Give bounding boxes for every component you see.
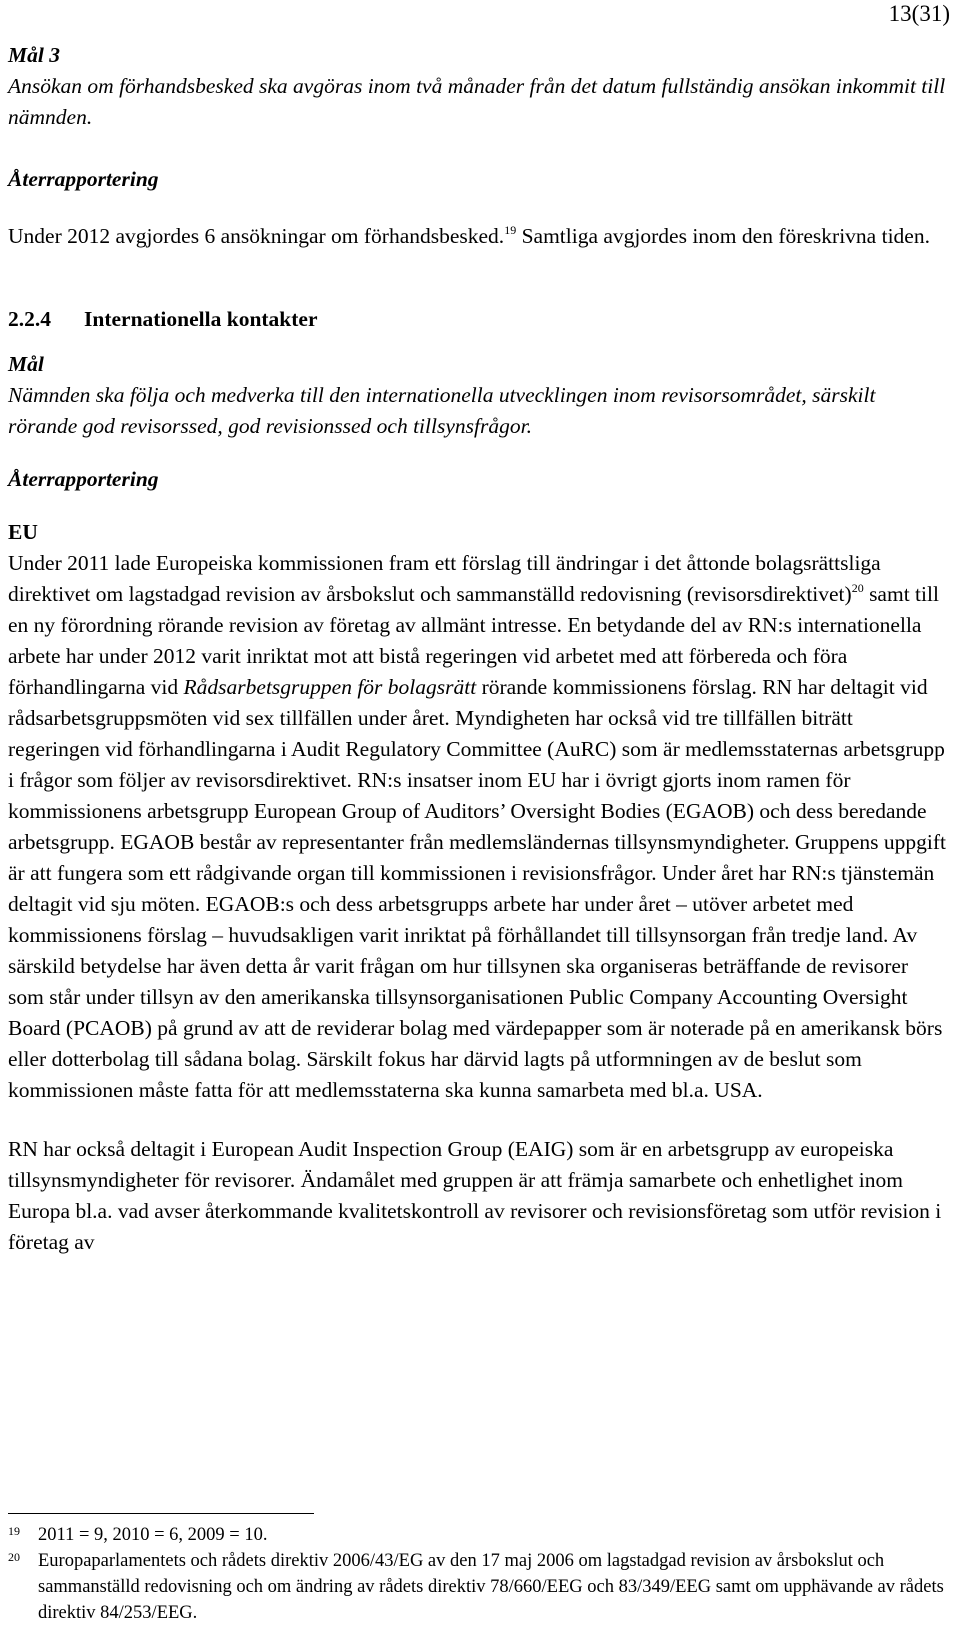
section-number: 2.2.4 — [8, 307, 51, 331]
footnote-number: 20 — [8, 1550, 20, 1564]
page-content — [8, 40, 948, 1258]
eu-p1-text-a: Under 2011 lade Europeiska kommissionen fram ett förslag till ändringar i det åttonde bolagsrättsliga direktivet om lagstadgad revision av årsbokslut och sammanställd redovisning (revisorsdirektivet) — [8, 551, 881, 606]
page-number: 13(31) — [888, 1, 950, 26]
footnote-separator — [8, 1513, 314, 1514]
section-goal-heading: Mål — [8, 352, 44, 376]
goal3-report-text-b: Samtliga avgjordes inom den föreskrivna tiden. — [516, 224, 930, 248]
footnote-text: 2011 = 9, 2010 = 6, 2009 = 10. — [38, 1525, 268, 1545]
eu-p1-italic: Rådsarbetsgruppen för bolagsrätt — [183, 675, 477, 699]
section-heading — [8, 304, 948, 335]
goal3-text: Ansökan om förhandsbesked ska avgöras inom två månader från det datum fullständig ansökan inkommit till nämnden. — [8, 74, 946, 129]
eu-p1-text-b: samt till en ny förordning rörande revision av företag av allmänt intresse. En betydande del av RN:s internationella arbete har under 2012 varit inriktat mot att bistå regeringen vid arbetet med att förbereda och föra förhandlingarna vid — [8, 582, 939, 699]
section-report-heading: Återrapportering — [8, 467, 159, 491]
footnote-19 — [8, 1522, 948, 1548]
goal3-heading: Mål 3 — [8, 43, 60, 67]
goal3-report-heading: Återrapportering — [8, 167, 159, 191]
footnote-ref-19[interactable]: 19 — [504, 223, 517, 237]
eu-paragraph-1 — [8, 548, 948, 1106]
footnote-ref-20[interactable]: 20 — [851, 581, 864, 595]
footnote-20 — [8, 1548, 948, 1626]
eu-p1-text-c: rörande kommissionens förslag. RN har deltagit vid rådsarbetsgruppsmöten vid sex tillfällen under året. Myndigheten har också vid tre tillfällen biträtt regeringen vid förhandlingarna i Audit Regulatory Committee (AuRC) som är medlemsstaternas arbetsgrupp i frågor som följer av revisorsdirektivet. RN:s insatser inom EU har i övrigt gjorts inom ramen för kommissionens arbetsgrupp European Group of Auditors’ Oversight Bodies (EGAOB) och dess beredande arbetsgrupp. EGAOB består av representanter från medlemsländernas tillsynsmyndigheter. Gruppens uppgift är att fungera som ett rådgivande organ till kommissionen i revisionsfrågor. Under året har RN:s tjänstemän deltagit vid sju möten. EGAOB:s och dess arbetsgrupps arbete har under året – utöver arbetet med kommissionens förslag – huvudsakligen varit inriktat på förhållandet till tillsynsorgan från tredje land. Av särskild betydelse har även detta år varit frågan om hur tillsynen ska organiseras beträffande de revisorer som står under tillsyn av den amerikanska tillsynsorganisationen Public Company Accounting Oversight Board (PCAOB) på grund av att de reviderar bolag med värdepapper som är noterade på en amerikansk börs eller dotterbolag till sådana bolag. Särskilt fokus har därvid lagts på utformningen av de beslut som kommissionen måste fatta för att medlemsstaterna ska kunna samarbeta med bl.a. USA. — [8, 675, 946, 1102]
section-title: Internationella kontakter — [84, 307, 318, 331]
eu-heading: EU — [8, 520, 38, 544]
goal3-report-text-a: Under 2012 avgjordes 6 ansökningar om förhandsbesked. — [8, 224, 505, 248]
eu-paragraph-2: RN har också deltagit i European Audit Inspection Group (EAIG) som är en arbetsgrupp av europeiska tillsynsmyndigheter för revisorer. Ändamålet med gruppen är att främja samarbete och enhetlighet inom Europa bl.a. vad avser återkommande kvalitetskontroll av revisorer och revisionsföretag som utför revision i företag av — [8, 1137, 942, 1254]
section-goal-text: Nämnden ska följa och medverka till den internationella utvecklingen inom revisorsområdet, särskilt rörande god revisorssed, god revisionssed och tillsynsfrågor. — [8, 383, 876, 438]
footnote-text: Europaparlamentets och rådets direktiv 2006/43/EG av den 17 maj 2006 om lagstadgad revision av årsbokslut och sammanställd redovisning och om ändring av rådets direktiv 78/660/EEG och 83/349/EEG samt om upphävande av rådets direktiv 84/253/EEG. — [38, 1551, 944, 1623]
goal3-report-text — [8, 221, 948, 252]
footnote-number: 19 — [8, 1524, 20, 1538]
footnotes — [8, 1522, 948, 1626]
